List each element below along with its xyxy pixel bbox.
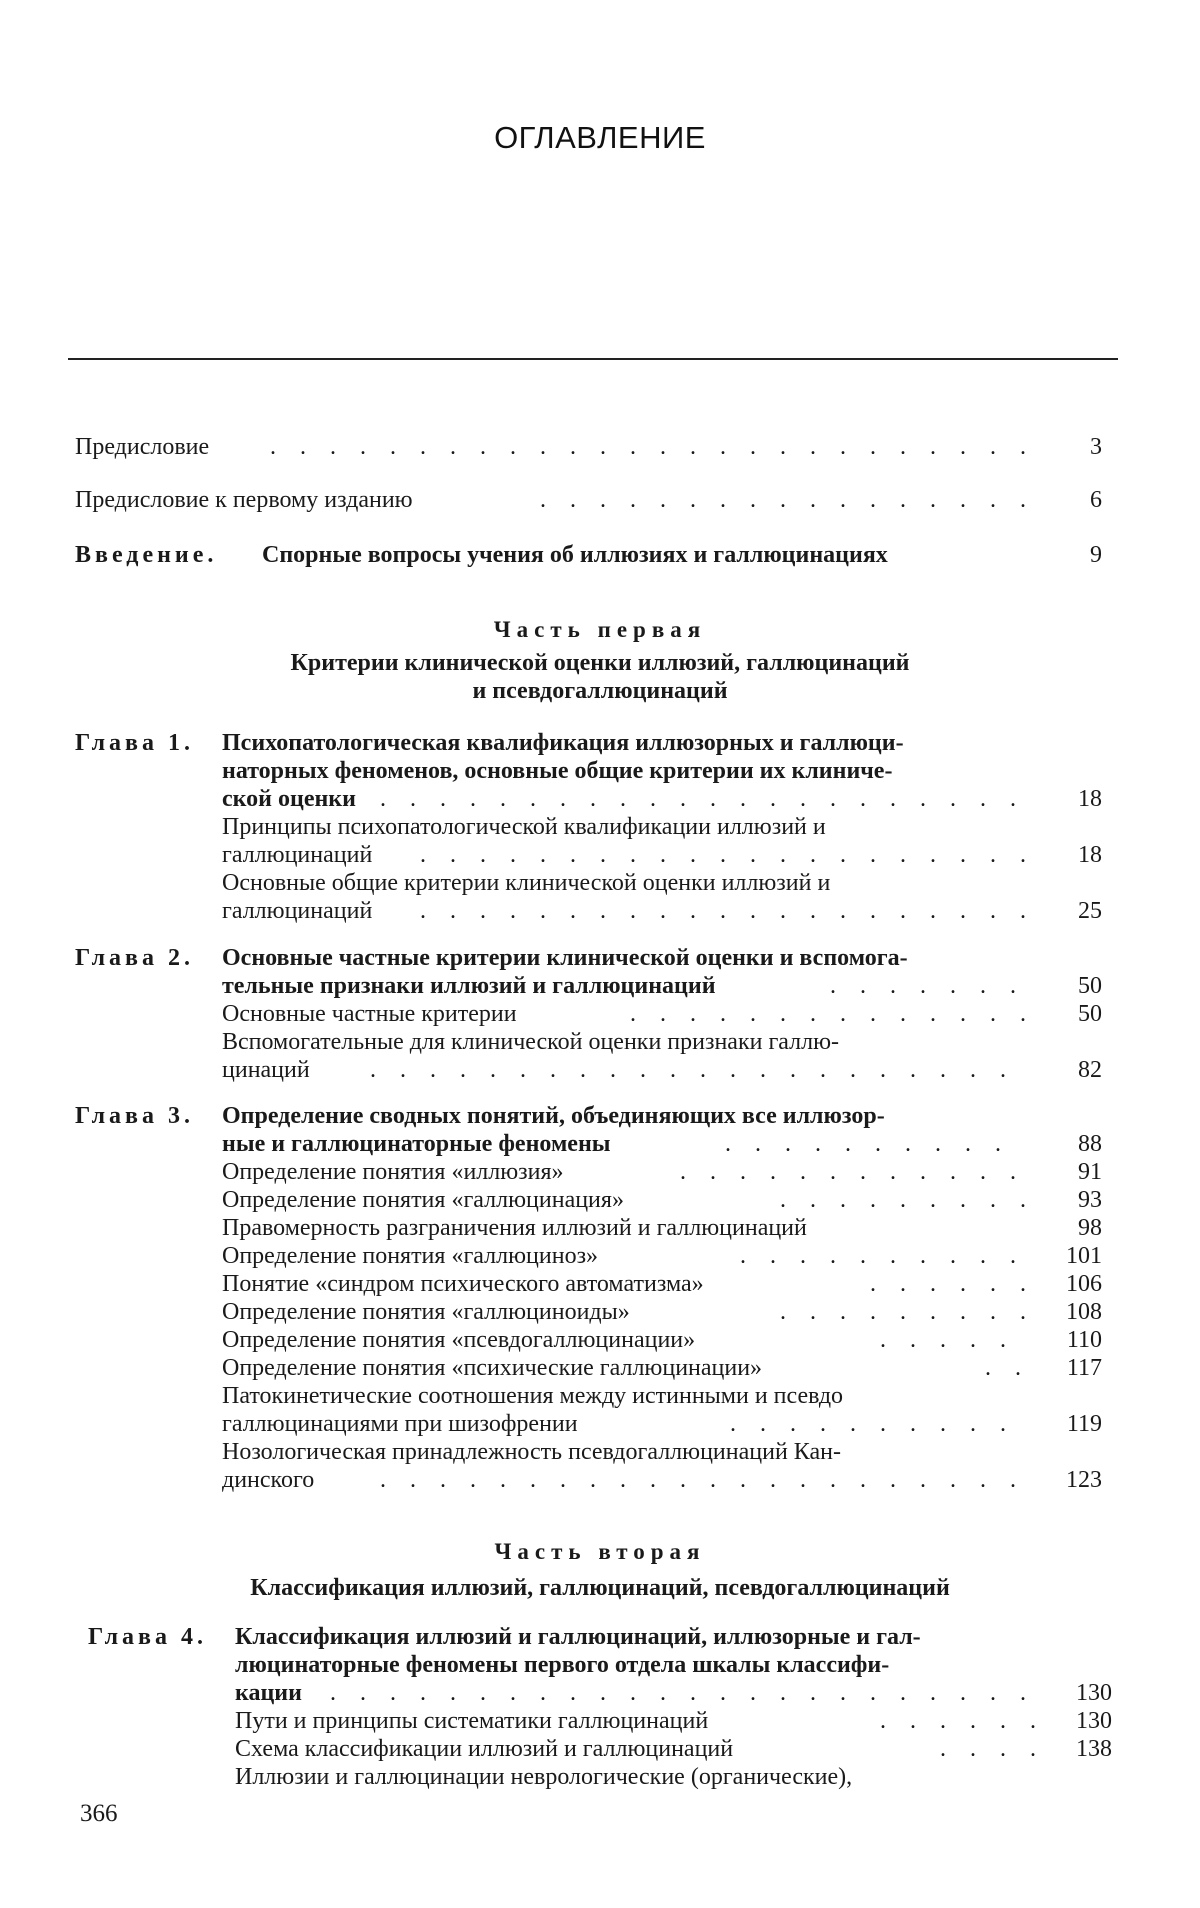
section-entry	[0, 1213, 1200, 1243]
section-entry	[0, 1437, 1200, 1467]
toc-page-number: 108	[1066, 1299, 1102, 1325]
section-entry	[0, 1706, 1200, 1736]
chapter-heading-line	[0, 756, 1200, 786]
page-folio: 366	[80, 1800, 118, 1827]
leader-dots	[870, 1269, 1025, 1299]
part-label: Часть вторая	[494, 1539, 706, 1564]
toc-page-number: 117	[1066, 1355, 1102, 1381]
chapter-title: Классификация иллюзий и галлюцинаций, иллюзорные и гал-	[235, 1624, 921, 1650]
section-title: галлюцинаций	[222, 898, 373, 924]
section-entry	[0, 1734, 1200, 1764]
part-title: и псевдогаллюцинаций	[472, 678, 728, 704]
toc-page-number: 138	[1076, 1736, 1112, 1762]
chapter-title: Психопатологическая квалификация иллюзорных и галлюци-	[222, 730, 904, 756]
chapter-title: люцинаторные феномены первого отдела шкалы классифи-	[235, 1652, 890, 1678]
section-title: Пути и принципы систематики галлюцинаций	[235, 1708, 709, 1734]
leader-dots	[370, 1055, 1025, 1085]
toc-page-number: 101	[1066, 1243, 1102, 1269]
section-title: галлюцинациями при шизофрении	[222, 1411, 578, 1437]
chapter-heading	[0, 1622, 1200, 1652]
section-entry	[0, 868, 1200, 898]
section-title: Определение понятия «галлюциноиды»	[222, 1299, 630, 1325]
chapter-heading-line	[0, 1650, 1200, 1680]
toc-page-number: 98	[1078, 1215, 1102, 1241]
section-title: Основные частные критерии	[222, 1001, 517, 1027]
chapter-heading-line	[0, 1129, 1200, 1159]
toc-page-number: 18	[1078, 842, 1102, 868]
section-entry	[0, 1353, 1200, 1383]
leader-dots	[880, 1706, 1035, 1736]
chapter-heading-line	[0, 784, 1200, 814]
section-entry	[0, 1762, 1200, 1792]
section-title: Определение понятия «галлюциноз»	[222, 1243, 599, 1269]
chapter-title: Определение сводных понятий, объединяющих все иллюзор-	[222, 1103, 885, 1129]
section-title: динского	[222, 1467, 315, 1493]
section-title: Определение понятия «галлюцинация»	[222, 1187, 624, 1213]
section-entry	[0, 1027, 1200, 1057]
leader-dots	[270, 432, 1025, 462]
chapter-title: ные и галлюцинаторные феномены	[222, 1131, 611, 1157]
section-title: Понятие «синдром психического автоматизма»	[222, 1271, 704, 1297]
section-title: Определение понятия «псевдогаллюцинации»	[222, 1327, 696, 1353]
toc-page-number: 6	[1090, 487, 1102, 513]
chapter-label: Глава 4.	[88, 1624, 207, 1650]
chapter-heading	[0, 943, 1200, 973]
toc-page-number: 130	[1076, 1708, 1112, 1734]
section-title: галлюцинаций	[222, 842, 373, 868]
leader-dots	[420, 840, 1025, 870]
toc-page-number: 93	[1078, 1187, 1102, 1213]
chapter-title: тельные признаки иллюзий и галлюцинаций	[222, 973, 716, 999]
section-entry	[0, 1325, 1200, 1355]
toc-page-number: 130	[1076, 1680, 1112, 1706]
leader-dots	[630, 999, 1025, 1029]
chapter-label: Глава 1.	[75, 730, 194, 756]
leader-dots	[830, 971, 1025, 1001]
toc-page-number: 91	[1078, 1159, 1102, 1185]
toc-page-number: 123	[1066, 1467, 1102, 1493]
toc-entry-introduction	[0, 540, 1200, 570]
section-entry	[0, 1269, 1200, 1299]
section-title: Определение понятия «психические галлюцинации»	[222, 1355, 763, 1381]
leader-dots	[420, 896, 1025, 926]
chapter-label: Глава 2.	[75, 945, 194, 971]
leader-dots	[725, 1129, 1025, 1159]
section-title: Вспомогательные для клинической оценки признаки галлю-	[222, 1029, 840, 1055]
leader-dots	[330, 1678, 1035, 1708]
section-entry-line	[0, 1409, 1200, 1439]
section-entry	[0, 812, 1200, 842]
chapter-heading-line	[0, 971, 1200, 1001]
part-label: Часть первая	[493, 617, 707, 642]
chapter-title: кации	[235, 1680, 302, 1706]
section-title: Принципы психопатологической квалификации иллюзий и	[222, 814, 826, 840]
toc-page-number: 25	[1078, 898, 1102, 924]
leader-dots	[730, 1409, 1025, 1439]
section-entry	[0, 1241, 1200, 1271]
chapter-heading-line	[0, 1678, 1200, 1708]
toc-page-number: 3	[1090, 434, 1102, 460]
toc-entry-text: Спорные вопросы учения об иллюзиях и галлюцинациях	[262, 542, 888, 568]
chapter-title: Основные частные критерии клинической оценки и вспомога-	[222, 945, 908, 971]
section-title: Основные общие критерии клинической оценки иллюзий и	[222, 870, 831, 896]
chapter-title: наторных феноменов, основные общие критерии их клиниче-	[222, 758, 893, 784]
chapter-label: Глава 3.	[75, 1103, 194, 1129]
section-title: цинаций	[222, 1057, 310, 1083]
leader-dots	[380, 1465, 1025, 1495]
part-title: Классификация иллюзий, галлюцинаций, псевдогаллюцинаций	[250, 1575, 950, 1601]
leader-dots	[540, 485, 1025, 515]
section-entry	[0, 1185, 1200, 1215]
section-title: Нозологическая принадлежность псевдогаллюцинаций Кан-	[222, 1439, 841, 1465]
chapter-heading	[0, 728, 1200, 758]
section-entry	[0, 1381, 1200, 1411]
toc-entry-preface-first-edition	[0, 485, 1200, 515]
section-title: Иллюзии и галлюцинации неврологические (органические),	[235, 1764, 853, 1790]
toc-entry-preface	[0, 432, 1200, 462]
toc-page-number: 119	[1066, 1411, 1102, 1437]
part-title: Критерии клинической оценки иллюзий, галлюцинаций	[290, 650, 910, 676]
section-entry-line	[0, 1055, 1200, 1085]
section-entry	[0, 1157, 1200, 1187]
toc-page-number: 82	[1078, 1057, 1102, 1083]
leader-dots	[940, 1734, 1035, 1764]
leader-dots	[740, 1241, 1025, 1271]
toc-page-number: 110	[1066, 1327, 1102, 1353]
section-title: Определение понятия «иллюзия»	[222, 1159, 564, 1185]
section-entry-line	[0, 840, 1200, 870]
section-entry-line	[0, 896, 1200, 926]
section-title: Патокинетические соотношения между истинными и псевдо	[222, 1383, 844, 1409]
toc-page-number: 9	[1090, 542, 1102, 568]
leader-dots	[380, 784, 1025, 814]
toc-page-number: 50	[1078, 1001, 1102, 1027]
toc-page-number: 106	[1066, 1271, 1102, 1297]
section-entry-line	[0, 1465, 1200, 1495]
leader-dots	[880, 1325, 1025, 1355]
leader-dots	[680, 1157, 1025, 1187]
section-title: Схема классификации иллюзий и галлюцинаций	[235, 1736, 734, 1762]
toc-page-number: 18	[1078, 786, 1102, 812]
section-title: Правомерность разграничения иллюзий и галлюцинаций	[222, 1215, 807, 1241]
section-entry	[0, 1297, 1200, 1327]
divider-rule	[68, 358, 1118, 360]
toc-page-number: 50	[1078, 973, 1102, 999]
page-title: ОГЛАВЛЕНИЕ	[494, 120, 706, 155]
chapter-title: ской оценки	[222, 786, 356, 812]
toc-entry-label: Введение.	[75, 542, 218, 568]
section-entry	[0, 999, 1200, 1029]
toc-entry-text: Предисловие к первому изданию	[75, 487, 413, 513]
chapter-heading	[0, 1101, 1200, 1131]
leader-dots	[780, 1297, 1025, 1327]
leader-dots	[780, 1185, 1025, 1215]
leader-dots	[985, 1353, 1025, 1383]
toc-entry-text: Предисловие	[75, 434, 210, 460]
toc-page-number: 88	[1078, 1131, 1102, 1157]
